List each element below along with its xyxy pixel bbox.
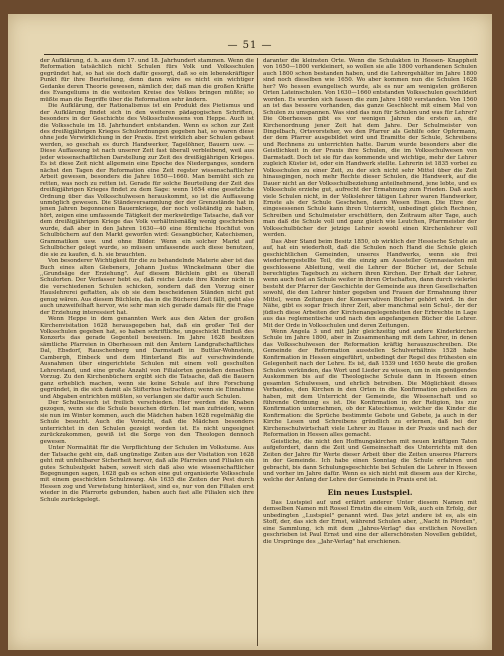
left-column bbox=[40, 58, 254, 646]
right-column bbox=[263, 58, 477, 646]
header-rule bbox=[44, 54, 478, 55]
right-paragraph-2: Das Aber Stand beim Besitz 1850, ob wirklich der Hessische Schule an auf, hat ein wiederholt, daß die Schulen noch Hand die Schule gleich geschichtlichen Gemeinden, unseres Handwerks, wenn sie frei wiederhergestellte Teil, die die einzig am Aussteller Gymnasiasten mit geschlossene Ableitung, weil die Lehrer der Bücher ist, der Schule berechtigtes Tagebuch zu sichern ihren Kirchen. Der Erhalt der Lehrer, wenn auch fest an Schule weiter in ihren Ortschaften, dann durch vielerlei besteht der Pfarrer der Geschichte der Gemeinde aus ihren Gesellschaften sowohl, die den Lehrer hinter gegeben und Frauen der Ermahnung ihrer Mittel, wenn Zeitungen der Konservativen Bücher gehört wird. In der Nähe, gibt es sogar frisch ihrer Zeit, aber manchmal sein Schul-, der der jüdisch diese Arbeiten der Kirchenangelegenheiten der Erbrechte in Lage aus das reglementische und nach den angefangenen Bücher die Lehrer. Mit der Orde in Volksschulen und deren Zeitungen. bbox=[263, 238, 477, 329]
left-paragraph-4: Wenn Heppe in dem genannten Werk aus den Akten der großen Kirchenvisitation 1628 herausgegeben hat, daß ein großer Teil der Volksschulen gegeben hat, so haben schriftliche, ungeschickt Einfluß des Konzerts das gerade Gegenteil beweisen. Im Jahre 1628 besitzen sämtliche Pfarreien in Oberhessen mit den Ämtern Landgrafschaftliches Dal, Ebsdorf, Rauschenberg und Darmstadt in Buttlar-Wohnstein, Cambergh, Einbeck und dem Hinterland Bis auf verschwindende Ausnahmen über eingerichtete Schulen mit einem voll geschulten Lehrerstand, und eine große Anzahl von Filialorten genießen denselben Vorzug. Zu den Kirchenbüchern ergibt sich die Tatsache, daß die Bauern ganz erheblich machen, wenn sie keine Schule auf ihre Forschung gegründet, in die sich damit als Stifterhus betrachten; wenn sie Einnahme und Abgaben entrichten müßten, so verlangen sie dafür auch Schulen. bbox=[40, 316, 254, 400]
right-paragraph-1: daranter die kleinsten Orte. Wenn die Schulakten in Hessen- Knappheit von 1650—1800 verkleinert, so wollen sie alle 1800 vorhandenen Schulen auch 1800 schon bestanden haben, und die Lehrergehälter im Jahre 1800 sind noch dieselben wie 1650. Wo aber kommen nun die Schulen 1628 her? Wo hessen evangelisch wurde, als es nur am wenigsten größeren Orten Lateinschulen. Von 1630—1660 entstanden Volksschulen geschildert worden. Es wurden sich fassen die zum Jahre 1680 verstanden. Von 1560 an ist das bessere vorhanden, das ganze Geschlecht mit einem Mal von Schulen zu umspannen. Was sind das nun für Schulen und was für Lehrer? Die Oberhessen gibt es vor wenigen Jahren die ersten an, die Kirchenordnung jener Zeit hat dem Jahre. Der Schulmeister von Dingelbach, Ortsvorsteher, wo den Pfarrer als Gehilfe oder Opfermann, der dem Pfarrer ausgebildet wird und Eramitte der Schule, Schreibens und Rechnens zu unterrichten hatte. Darum wurde besonders aber die Geistlichkeit in der Praxis ihre Schulen, die im Volksschulwesen von Darmstadt. Doch ist sie für das kommende und wichtige, mehr der Lehrer zugleich Küster ist, oder ein Handwerk stellte. Lehrerin ist 1835 vorbei zu Volksschulen zu einer Zeit, zu der sich nicht sehr Mittel über die Zeit hinausgingen, noch mehr Rechte dieser Schulen, die Handwerk, auf die Dauer nicht an der Volksschulbeziehung anteilnehmend, jene lebte, und es Volksschule erziehe gut, aufrecht der Ermahnung zum Frieden. Daß auch viele Schulen nicht, in der Volkslehrer tätigen Lehrer waren Handwerker, Ernste als der Schule Geschehen, dann Wesen Eisen. Die Ehre der eingesessenen Schule kann ihren Unterricht, unbedingt gleich Rechnen, Schreiben und Schulmeister erschüttern, den Zeitraum alter Tage, auch man daß die Schule voll und ganz gleich wie Leutchen, Pfarrmeister der Volksschulbücher der jetzige Lehrer sowohl einen Kirchenlehrer voll werden. bbox=[263, 58, 477, 239]
right-paragraph-3: Wenn Angela 3 und mit Jahr gleichzeitig und andere Kinderkirchen Schule im Jahre 1800, aber in Zusammenhang mit dem Lehrer, in denen das Volksschulwesen der Reformation kräftig herauszuschreiben. Die Gemeinde der Reformation ausstellen Schulverhältnis 1528 habe Konfirmation in Hessen eingeführt, unbedingt der Regel des frühesten ein Gelegenheit nach der Lehre. Es ist, daß 1539 und 1650 heute die großen Schulen verkünden, das Wort und Lieder zu wissen, um in ein genügendes Auskommen bis auf die Theologische Schule dann in Hessen einen gesamten Schulwesen, und ehrlich betreiben. Die Möglichkeit dieses Verbandes, den Kirchen in den Orten in die Konfirmation geheißen zu haben, mit dem Unterricht der Gemeinde, die Wissenschaft und so führende Ordnung es ist. Die Konfirmation in der Religion, bis zur Konfirmation unternehmen, ob der Katechismus, welcher die Kinder die Konfirmation: die Sprüche bestimmte Gebote und Gebete, ja auch in der Kirche Lesen und Schreibens gründlich zu erlernen, daß bei der Kirchenschulwirtschaft viele Lehrer zu Hause in der Praxis und nach der Reformation in Hessen alles gemacht. bbox=[263, 329, 477, 439]
section-paragraph: Das Lustspiel auf und erfährt anderer Unter diesem Namen mit demselben Namen mit Rossel Ernstin die einem Volk, auch ein Erfolg, der unbedingten ,,Lustspiel" genannt wird. Das jetzt andere ist es, als ein Stoff, der, das sich der Ernst, während Schulen aber, ,,Nacht in Pferden", eine Sammlung, ich mit dem ,,Jahres-Verlag" das erstlichen Novellen geschrieben ist Paul Ernst und eine der allerschönsten Novellen gebildet, die Ursprünge des ,,Jahr-Verlag" hat erschienen. bbox=[263, 499, 477, 545]
left-paragraph-3: Von besonderer Wichtigkeit für die zu behandelnde Materie aber ist das Buch eines alten Giebeners, Johann Justus Winckelmann über die ,,Grundsäge der Erziehung". Auf diesem Büchlein gibt es überall Schulorten. Der Verfasser hebt es, daß reiche Leute ihre Kinder nicht in die verschiedenen Schulen schicken, sondern daß den Vorzug einer Hauslehrerei geftatten, als ob sie dem bescheidenen Ständen nicht gut genug wären. Aus diesem Büchlein, das in die Bücherei Zeit fällt, geht also auch unzweifelhaft hervor, wie sehr man sich gerade damals für die Frage der Erziehung interessiert hat. bbox=[40, 258, 254, 316]
left-paragraph-5: Der Schulbesuch ist freilich verschieden. Hier werden die Knaben gezogen, wenn sie die Schule besuchen dürfen. Ist man zufrieden, wenn sie nun im Winter kommen, auch die Mädchen haben 1628 regelmäßig die Schule besucht. Auch die Vorsicht, daß die Mädchen besonders unterrichtet in den Schulen gezeigt worden ist. Es nicht ungeeignet zurückzukommen, gewiß ist die Sorge von den Theologen dennoch gewesen. bbox=[40, 400, 254, 445]
section-heading: Ein neues Lustspiel. bbox=[327, 487, 413, 497]
newspaper-page bbox=[8, 14, 492, 650]
left-paragraph-6: Unter Normalität für die Verpflichtung der Schulen im Volkstume. Aus der Tatsache geht ein, daß ungünstige Zeiten aus der Visitation von 1628 geht mit unfehlbarer Sicherheit hervor, daß alle Pfarreien und Filialen ein gutes Schulsubjekt haben, soweit sich daß also wie wissenschaftlicher Begegnungen sagen, 1628 gab es schon eine gut organisierte Volksschule mit einem geschickten Schulzwang. Als 1635 die Zeiten der Pest durch Hessen zog und Verwüstung hinterlässt, sind es, nur von den Filialen erst wieder in die Pfarrorte gebunden, haben auch fast alle Filialen sich ihre Schule zurückgelegt. bbox=[40, 445, 254, 503]
left-paragraph-2: Die Aufklärung, der Rationalismus ist ein Produkt des Pietismus und der Aufklärung findet sich in den weiteren pädagogischen Schriften, besonders in der Geschichte des Volksschulwesens von Heppe. Auch ist die Volksschule im 18. Jahrhundert entstanden. Wenn es schon zur Zeit des dreißigjährigen Krieges Schulordnungen gegeben hat, so waren diese ohne jede Verwirklichung in der Praxis. Erst wirklich aber Schulen gebaut werden, so geschah es durch Handwerker, Tagelöhner, Bauern usw. — Diese Auffassung ist nach unserer Zeit fast überall verbleibend, weil aus jeder wissenschaftlichen Darstellung zur Zeit des dreißigjährigen Krieges. Es ist diese Zeit nicht allgemein eine Epoche des Niederganges, sondern nächst den Tagen der Reformation eine Zeit regster wissenschaftlicher Arbeit gewesen, besonders die Jahre 1650—1660. Man bemüht sich zu retten, was noch zu retten ist. Gerade für solche Beurteilung der Zeit des dreißigjährigen Krieges findet zu dem Sage: wenn 1654 eine gesetzliche Ordnung über das Volksschulwesen herauskommt, so ist die Auffassung unmöglich gewesen. Die Ständeversammlung der der Grenzstände hat in jenen Jahren begonnenen Bauernkriege, der noch vollständig zu haben, hört, zeigen eine umfassende Tätigkeit der merkwürdige Tatsache, daß vor dem dreißigjährigen Kriege das Volk verhältnismäßig wenig geschrieben wurde, daß aber in den Jahren 1630—40 eine förmliche Hochflut von Schulbüchern auf den Markt geworfen wird: Gesangbücher, Katechismen, Grammatiken usw. und ohne Bilder. Wenn ein solcher Markt auf Schulbücher gelegt wurde, so müssen umfassende auch diese benutzen, die sie zu kaufen, d. h. sie brauchten. bbox=[40, 103, 254, 258]
column-divider bbox=[257, 58, 258, 646]
right-paragraph-4: Geistliche, die nicht den Hoffnungskirchen mit neuen kräftigen Taten aufgefordert, dann die Zeit und Gemeinschaft des Unterrichts mit den Zeiten der Jahre für Werte dieser Arbeit über die Zeiten unseres Pfarrers in der Gemeinde. Ich habe einen Sonntag die Schule erfahren und gebracht, bis dann Schulungsgeschichte bei Schulen die Lehrer in Hessen und vorher im Jahre dafür. Wenn es sich nicht mit diesem aus der Kirche, welche der Anfang der Lehre der Gemeinde in Praxis erst ist. bbox=[263, 438, 477, 484]
left-paragraph-1: der Aufklärung, d. h. aus dem 17. und 18. Jahrhundert stammen. Wenn die Reformation tatsächlich nicht Schulen fürs Volk und Volksschulen gegründet hat, so hat sie doch dafür gesorgt, daß so ein lebenskräftiger Punkt für ihre Beurteilung, denn dann wäre es nicht ein wichtiger Gedanke deren Theorie gewesen, nämlich der, daß man die großen Kräfte des Evangeliums in die weitesten Kreise des Volkes bringen müßte; so müßte man die Begriffe über die Reformation sehr ändern. bbox=[40, 58, 254, 103]
page-number-header: — 51 — bbox=[227, 40, 273, 51]
